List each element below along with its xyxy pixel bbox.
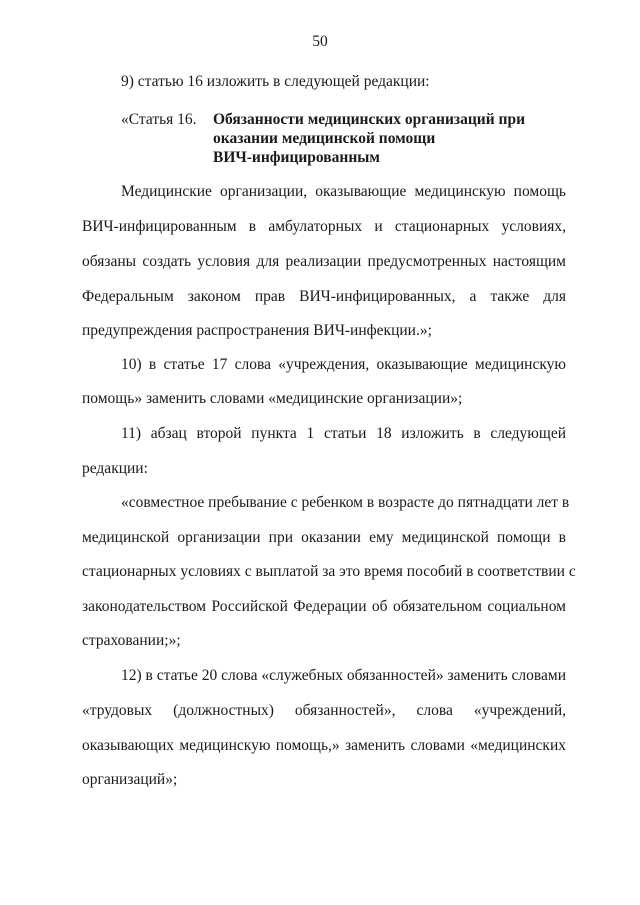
text-line: «трудовых (должностных) обязанностей», слова «учреждений, xyxy=(82,702,566,719)
text-line: оказывающих медицинскую помощь,» заменить словами «медицинских xyxy=(82,737,566,754)
text-line: Федеральным законом прав ВИЧ-инфицированных, а также для xyxy=(82,288,566,305)
text-line: организаций»; xyxy=(82,771,178,788)
article-title-line-3: ВИЧ-инфицированным xyxy=(213,149,380,166)
article-number: «Статья 16. xyxy=(121,111,197,128)
text-line: обязаны создать условия для реализации предусмотренных настоящим xyxy=(82,253,566,270)
text-line: помощь» заменить словами «медицинские организации»; xyxy=(82,390,463,407)
text-line: «совместное пребывание с ребенком в возрасте до пятнадцати лет в xyxy=(121,494,570,511)
text-line: ВИЧ-инфицированным в амбулаторных и стационарных условиях, xyxy=(82,218,566,235)
article-title-line-1: Обязанности медицинских организаций при xyxy=(213,111,526,128)
text-line: 11) абзац второй пункта 1 статьи 18 изложить в следующей xyxy=(121,425,566,442)
text-line: 12) в статье 20 слова «служебных обязанностей» заменить словами xyxy=(121,667,566,684)
article-title-line-2: оказании медицинской помощи xyxy=(213,130,436,147)
text-line: редакции: xyxy=(82,460,148,477)
intro-line: 9) статью 16 изложить в следующей редакции: xyxy=(121,73,430,90)
text-line: стационарных условиях с выплатой за это время пособий в соответствии с xyxy=(82,563,576,580)
text-line: предупреждения распространения ВИЧ-инфекции.»; xyxy=(82,322,432,339)
text-line: страховании;»; xyxy=(82,632,181,649)
text-line: Медицинские организации, оказывающие медицинскую помощь xyxy=(121,183,566,200)
text-line: 10) в статье 17 слова «учреждения, оказывающие медицинскую xyxy=(121,356,566,373)
text-line: законодательством Российской Федерации об обязательном социальном xyxy=(82,598,566,615)
page-number: 50 xyxy=(312,33,328,50)
text-line: медицинской организации при оказании ему медицинской помощи в xyxy=(82,529,566,546)
